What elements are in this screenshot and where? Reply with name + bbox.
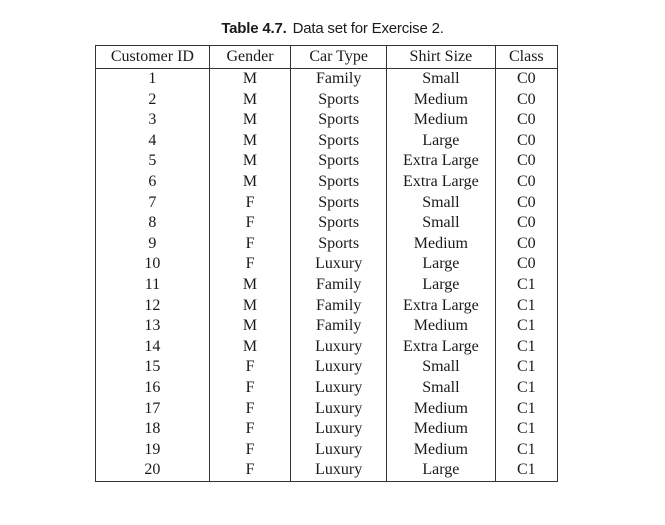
cell-class: C0 <box>495 131 557 152</box>
cell-shirt-size: Medium <box>387 90 496 111</box>
cell-car-type: Sports <box>291 131 387 152</box>
cell-shirt-size: Small <box>387 193 496 214</box>
caption-text: Data set for Exercise 2. <box>292 20 444 37</box>
cell-car-type: Luxury <box>291 460 387 481</box>
cell-car-type: Family <box>291 296 387 317</box>
cell-car-type: Luxury <box>291 254 387 275</box>
cell-gender: F <box>209 399 290 420</box>
cell-shirt-size: Medium <box>387 399 496 420</box>
cell-shirt-size: Small <box>387 69 496 90</box>
cell-customer-id: 2 <box>96 90 210 111</box>
cell-shirt-size: Large <box>387 131 496 152</box>
cell-car-type: Luxury <box>291 357 387 378</box>
cell-class: C1 <box>495 337 557 358</box>
cell-class: C0 <box>495 90 557 111</box>
cell-class: C1 <box>495 399 557 420</box>
cell-gender: M <box>209 131 290 152</box>
cell-customer-id: 14 <box>96 337 210 358</box>
cell-car-type: Sports <box>291 172 387 193</box>
cell-gender: F <box>209 378 290 399</box>
cell-gender: M <box>209 110 290 131</box>
cell-shirt-size: Extra Large <box>387 172 496 193</box>
table-row <box>96 90 558 111</box>
table-row <box>96 399 558 420</box>
cell-customer-id: 9 <box>96 234 210 255</box>
table-row <box>96 110 558 131</box>
cell-car-type: Sports <box>291 193 387 214</box>
cell-shirt-size: Medium <box>387 316 496 337</box>
table-row <box>96 172 558 193</box>
cell-gender: F <box>209 440 290 461</box>
cell-gender: M <box>209 151 290 172</box>
table-row <box>96 337 558 358</box>
table-row <box>96 460 558 481</box>
cell-gender: M <box>209 90 290 111</box>
cell-class: C0 <box>495 69 557 90</box>
cell-shirt-size: Extra Large <box>387 296 496 317</box>
table-row <box>96 275 558 296</box>
cell-shirt-size: Medium <box>387 234 496 255</box>
cell-customer-id: 15 <box>96 357 210 378</box>
header-customer-id: Customer ID <box>96 46 210 69</box>
header-gender: Gender <box>209 46 290 69</box>
cell-car-type: Luxury <box>291 419 387 440</box>
cell-customer-id: 18 <box>96 419 210 440</box>
cell-car-type: Luxury <box>291 399 387 420</box>
cell-class: C0 <box>495 234 557 255</box>
cell-customer-id: 6 <box>96 172 210 193</box>
cell-customer-id: 3 <box>96 110 210 131</box>
cell-class: C1 <box>495 440 557 461</box>
cell-shirt-size: Small <box>387 213 496 234</box>
header-row <box>96 46 558 69</box>
header-car-type: Car Type <box>291 46 387 69</box>
table-row <box>96 254 558 275</box>
cell-customer-id: 7 <box>96 193 210 214</box>
cell-class: C1 <box>495 378 557 399</box>
cell-gender: M <box>209 316 290 337</box>
cell-customer-id: 11 <box>96 275 210 296</box>
table-row <box>96 234 558 255</box>
cell-shirt-size: Large <box>387 254 496 275</box>
cell-class: C1 <box>495 357 557 378</box>
cell-gender: F <box>209 254 290 275</box>
table-row <box>96 378 558 399</box>
table-caption <box>0 20 665 37</box>
cell-class: C1 <box>495 460 557 481</box>
cell-class: C0 <box>495 193 557 214</box>
cell-customer-id: 20 <box>96 460 210 481</box>
cell-car-type: Sports <box>291 234 387 255</box>
cell-gender: F <box>209 234 290 255</box>
caption-label: Table 4.7. <box>221 20 287 37</box>
data-table <box>95 45 558 482</box>
table-row <box>96 151 558 172</box>
table-row <box>96 213 558 234</box>
cell-customer-id: 8 <box>96 213 210 234</box>
cell-car-type: Sports <box>291 90 387 111</box>
cell-class: C1 <box>495 275 557 296</box>
cell-class: C0 <box>495 254 557 275</box>
cell-shirt-size: Extra Large <box>387 337 496 358</box>
cell-shirt-size: Medium <box>387 419 496 440</box>
cell-class: C1 <box>495 296 557 317</box>
cell-class: C1 <box>495 316 557 337</box>
cell-class: C0 <box>495 110 557 131</box>
cell-car-type: Sports <box>291 110 387 131</box>
cell-customer-id: 1 <box>96 69 210 90</box>
cell-gender: F <box>209 460 290 481</box>
cell-class: C0 <box>495 172 557 193</box>
cell-gender: M <box>209 337 290 358</box>
cell-class: C0 <box>495 213 557 234</box>
table-header <box>96 46 558 69</box>
cell-car-type: Sports <box>291 213 387 234</box>
cell-class: C1 <box>495 419 557 440</box>
table-row <box>96 69 558 90</box>
cell-shirt-size: Small <box>387 357 496 378</box>
cell-gender: M <box>209 275 290 296</box>
cell-car-type: Luxury <box>291 337 387 358</box>
cell-gender: M <box>209 172 290 193</box>
cell-customer-id: 12 <box>96 296 210 317</box>
cell-gender: M <box>209 296 290 317</box>
cell-customer-id: 17 <box>96 399 210 420</box>
cell-class: C0 <box>495 151 557 172</box>
cell-car-type: Sports <box>291 151 387 172</box>
cell-car-type: Family <box>291 275 387 296</box>
table-row <box>96 419 558 440</box>
cell-shirt-size: Medium <box>387 440 496 461</box>
cell-customer-id: 5 <box>96 151 210 172</box>
table-row <box>96 316 558 337</box>
header-shirt-size: Shirt Size <box>387 46 496 69</box>
cell-car-type: Family <box>291 316 387 337</box>
table-row <box>96 131 558 152</box>
cell-gender: F <box>209 419 290 440</box>
header-class: Class <box>495 46 557 69</box>
cell-customer-id: 13 <box>96 316 210 337</box>
table-row <box>96 440 558 461</box>
cell-shirt-size: Extra Large <box>387 151 496 172</box>
cell-gender: F <box>209 193 290 214</box>
cell-gender: F <box>209 357 290 378</box>
cell-car-type: Luxury <box>291 440 387 461</box>
cell-customer-id: 16 <box>96 378 210 399</box>
cell-gender: M <box>209 69 290 90</box>
cell-customer-id: 4 <box>96 131 210 152</box>
table-row <box>96 357 558 378</box>
cell-customer-id: 10 <box>96 254 210 275</box>
table-row <box>96 193 558 214</box>
cell-car-type: Family <box>291 69 387 90</box>
cell-shirt-size: Large <box>387 275 496 296</box>
cell-shirt-size: Large <box>387 460 496 481</box>
cell-gender: F <box>209 213 290 234</box>
cell-shirt-size: Medium <box>387 110 496 131</box>
table-body <box>96 69 558 482</box>
table-row <box>96 296 558 317</box>
cell-shirt-size: Small <box>387 378 496 399</box>
cell-customer-id: 19 <box>96 440 210 461</box>
cell-car-type: Luxury <box>291 378 387 399</box>
